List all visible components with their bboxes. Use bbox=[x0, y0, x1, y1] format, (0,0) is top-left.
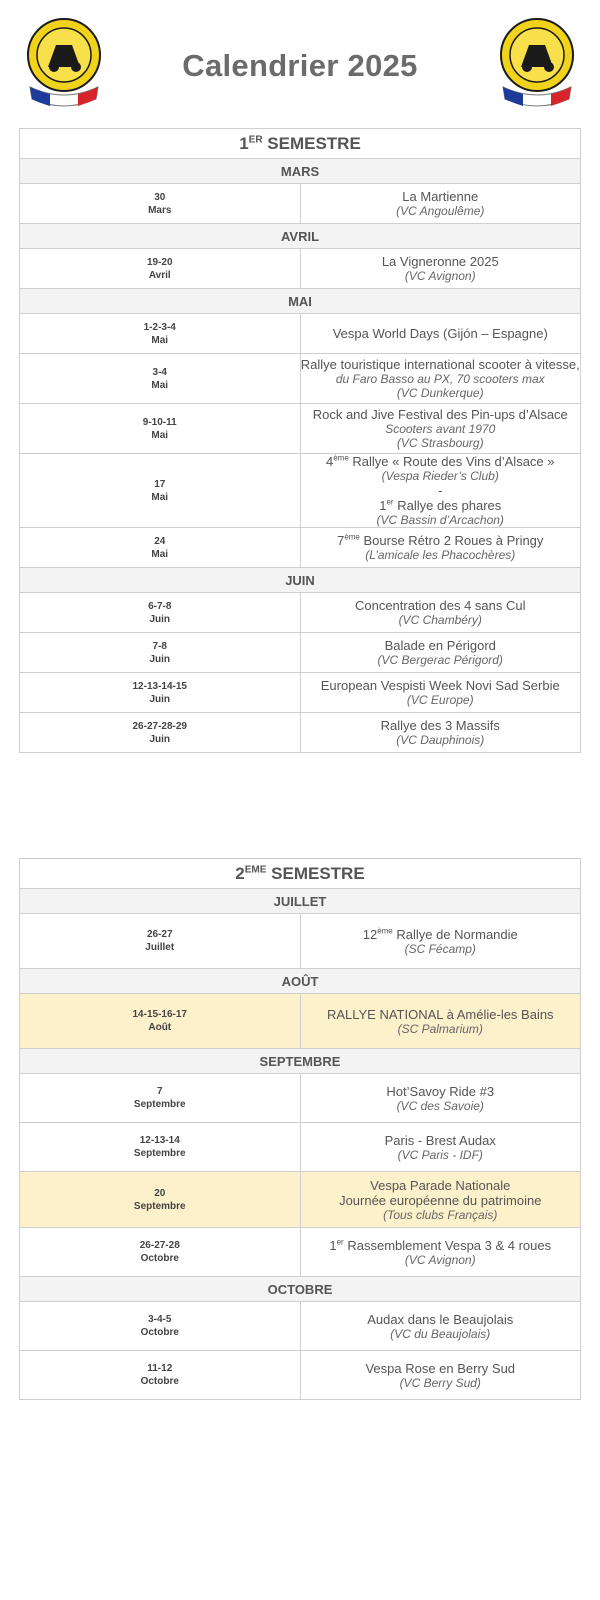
event-row bbox=[20, 1074, 581, 1123]
event-details: Paris - Brest Audax (VC Paris - IDF) bbox=[300, 1123, 581, 1172]
event-date: 3-4 Mai bbox=[20, 354, 301, 404]
event-details: 12ème Rallye de Normandie (SC Fécamp) bbox=[300, 914, 581, 969]
event-date: 1-2-3-4 Mai bbox=[20, 314, 301, 354]
event-details: La Vigneronne 2025 (VC Avignon) bbox=[300, 249, 581, 289]
event-date: 3-4-5 Octobre bbox=[20, 1302, 301, 1351]
event-date: 26-27-28 Octobre bbox=[20, 1228, 301, 1277]
event-date: 24 Mai bbox=[20, 528, 301, 568]
event-details: Rock and Jive Festival des Pin-ups d’Alsace Scooters avant 1970 (VC Strasbourg) bbox=[300, 404, 581, 454]
event-row bbox=[20, 314, 581, 354]
event-row bbox=[20, 184, 581, 224]
event-row bbox=[20, 673, 581, 713]
event-date: 7-8 Juin bbox=[20, 633, 301, 673]
month-header-mai: MAI bbox=[20, 289, 581, 314]
event-details: La Martienne (VC Angoulême) bbox=[300, 184, 581, 224]
event-details: Audax dans le Beaujolais (VC du Beaujolais) bbox=[300, 1302, 581, 1351]
event-date: 12-13-14 Septembre bbox=[20, 1123, 301, 1172]
event-row bbox=[20, 633, 581, 673]
month-header-mars: MARS bbox=[20, 159, 581, 184]
event-details: Vespa Rose en Berry Sud (VC Berry Sud) bbox=[300, 1351, 581, 1400]
event-details: Rallye touristique international scooter à vitesse, du Faro Basso au PX, 70 scooters max (VC Dunkerque) bbox=[300, 354, 581, 404]
event-details: European Vespisti Week Novi Sad Serbie (VC Europe) bbox=[300, 673, 581, 713]
event-details: Concentration des 4 sans Cul (VC Chambéry) bbox=[300, 593, 581, 633]
event-date: 11-12 Octobre bbox=[20, 1351, 301, 1400]
event-date: 7 Septembre bbox=[20, 1074, 301, 1123]
event-row bbox=[20, 1351, 581, 1400]
page-title: Calendrier 2025 bbox=[182, 48, 418, 83]
event-date: 9-10-11 Mai bbox=[20, 404, 301, 454]
event-details: Balade en Périgord (VC Bergerac Périgord) bbox=[300, 633, 581, 673]
event-row bbox=[20, 1123, 581, 1172]
semester1-table bbox=[19, 128, 581, 753]
month-header-juillet: JUILLET bbox=[20, 889, 581, 914]
event-date: 19-20 Avril bbox=[20, 249, 301, 289]
event-details: Vespa Parade Nationale Journée européenne du patrimoine (Tous clubs Français) bbox=[300, 1172, 581, 1228]
month-header-avril: AVRIL bbox=[20, 224, 581, 249]
event-details: 4ème Rallye « Route des Vins d’Alsace » (Vespa Rieder’s Club) - 1er Rallye des phares (VC Bassin d’Arcachon) bbox=[300, 454, 581, 528]
event-row bbox=[20, 1228, 581, 1277]
event-details: 1er Rassemblement Vespa 3 & 4 roues (VC Avignon) bbox=[300, 1228, 581, 1277]
semester2-heading: 2EME SEMESTRE bbox=[20, 859, 581, 889]
month-header-aout: AOÛT bbox=[20, 969, 581, 994]
event-details: Rallye des 3 Massifs (VC Dauphinois) bbox=[300, 713, 581, 753]
event-row bbox=[20, 1302, 581, 1351]
event-row bbox=[20, 914, 581, 969]
month-header-octobre: OCTOBRE bbox=[20, 1277, 581, 1302]
month-header-septembre: SEPTEMBRE bbox=[20, 1049, 581, 1074]
semester1-heading: 1ER SEMESTRE bbox=[20, 129, 581, 159]
event-details: 7ème Bourse Rétro 2 Roues à Pringy (L’amicale les Phacochères) bbox=[300, 528, 581, 568]
event-date: 17 Mai bbox=[20, 454, 301, 528]
event-row bbox=[20, 249, 581, 289]
event-details: Vespa World Days (Gijón – Espagne) bbox=[300, 314, 581, 354]
event-row-highlighted bbox=[20, 1172, 581, 1228]
event-date: 12-13-14-15 Juin bbox=[20, 673, 301, 713]
event-row bbox=[20, 404, 581, 454]
event-row bbox=[20, 454, 581, 528]
event-date: 26-27-28-29 Juin bbox=[20, 713, 301, 753]
event-details: Hot’Savoy Ride #3 (VC des Savoie) bbox=[300, 1074, 581, 1123]
event-row bbox=[20, 713, 581, 753]
event-date: 30 Mars bbox=[20, 184, 301, 224]
event-row bbox=[20, 354, 581, 404]
event-date: 14-15-16-17 Août bbox=[20, 994, 301, 1049]
semester2-table bbox=[19, 858, 581, 1400]
event-date: 6-7-8 Juin bbox=[20, 593, 301, 633]
event-row bbox=[20, 528, 581, 568]
event-date: 26-27 Juillet bbox=[20, 914, 301, 969]
event-details: RALLYE NATIONAL à Amélie-les Bains (SC Palmarium) bbox=[300, 994, 581, 1049]
event-row-highlighted bbox=[20, 994, 581, 1049]
month-header-juin: JUIN bbox=[20, 568, 581, 593]
event-row bbox=[20, 593, 581, 633]
event-date: 20 Septembre bbox=[20, 1172, 301, 1228]
